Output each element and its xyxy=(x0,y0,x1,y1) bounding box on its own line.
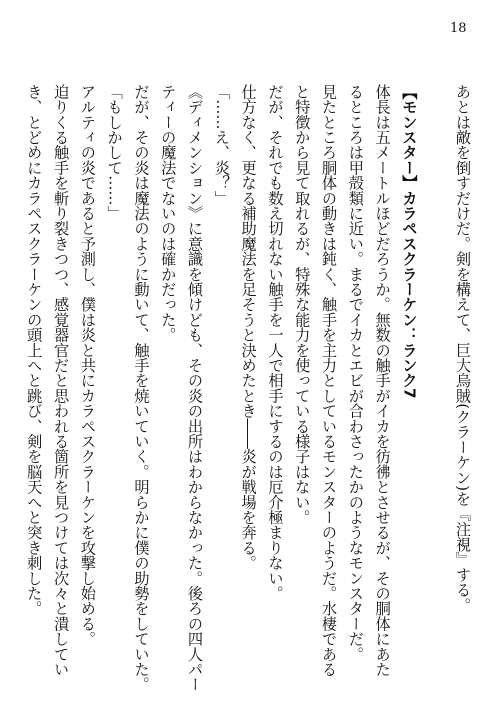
text-line: アルティの炎であると予測し、僕は炎と共にカラペスクラーケンを攻撃し始める。 xyxy=(78,84,97,647)
dialogue-line: 「もしかして……」 xyxy=(105,84,124,221)
text-line: 仕方なく、更なる補助魔法を足そうと決めたとき――炎が戦場を奔る。 xyxy=(239,84,258,571)
text-line: 体長は五メートルほどだろうか。無数の触手がイカを彷彿とさせるが、その胴体にあた xyxy=(373,84,392,677)
novel-text-block xyxy=(20,84,476,692)
text-line: あとは敵を倒すだけだ。剣を構えて、巨大烏賊(クラーケン)を『注視』する。 xyxy=(454,84,472,613)
text-line: ティーの魔法でないのは確かだった。 xyxy=(159,84,178,343)
text-line: 迫りくる触手を斬り裂きつつ、感覚器官だと思われる箇所を見つけては次々と潰してい xyxy=(52,84,71,677)
text-line: だが、それでも数え切れない触手を一人で相手にするのは厄介極まりない。 xyxy=(266,84,285,601)
page-number: 18 xyxy=(450,21,467,36)
text-line: き、とどめにカラペスクラーケンの頭上へと跳び、剣を脳天へと突き刺した。 xyxy=(25,84,44,616)
blank-line xyxy=(422,84,449,669)
dialogue-line: 「……え、炎？」 xyxy=(212,84,231,206)
text-line: と特徴から見て取れるが、特殊な能力を使っている様子はない。 xyxy=(293,84,312,525)
text-line: 見たところ胴体の動きは鈍く、触手を主力としているモンスターのようだ。水棲である xyxy=(320,84,339,677)
text-line: 《ディメンション》に意識を傾けども、その炎の出所はわからなかった。後ろの四人パー xyxy=(186,84,205,692)
monster-heading: 【モンスター】カラペスクラーケン：ランク7 xyxy=(400,84,419,399)
text-line: だが、その炎は魔法のように動いて、触手を焼いていく。明らかに僕の助勢をしていた。 xyxy=(132,84,151,692)
text-line: るところは甲殻類に近い。まるでイカとエビが合わさったかのようなモンスターだ。 xyxy=(346,84,365,662)
